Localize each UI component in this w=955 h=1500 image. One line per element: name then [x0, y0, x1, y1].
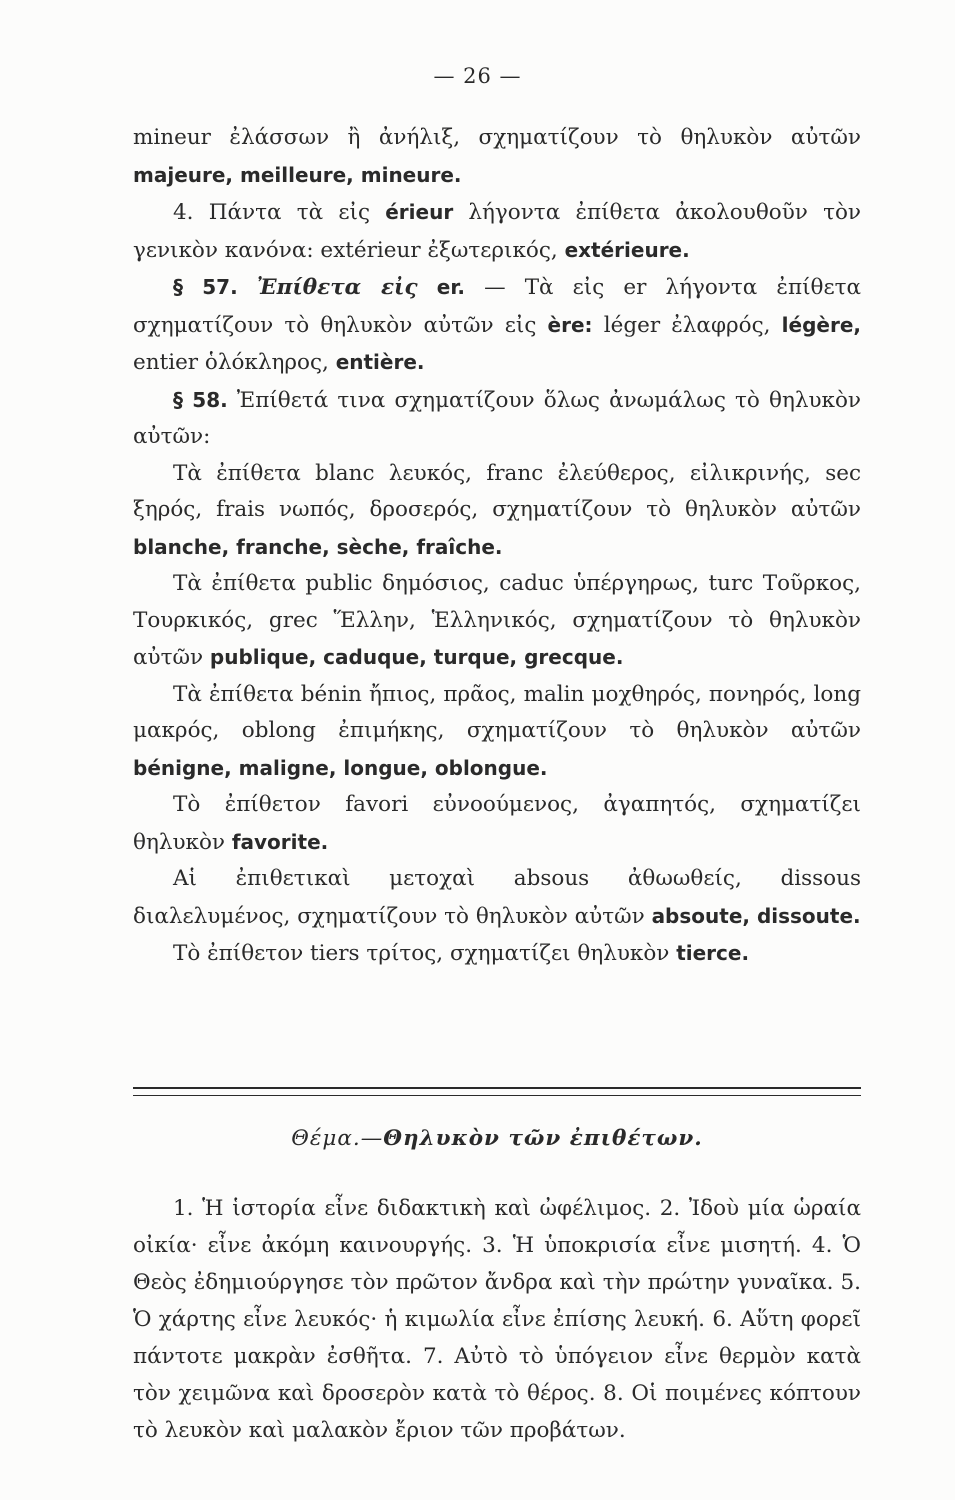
- bold-term: bénigne, maligne, longue, oblongue.: [133, 755, 548, 780]
- text-run: Ἐπίθετά τινα σχηματίζουν ὅλως ἀνωμάλως τὸ θηλυκὸν αὐτῶν:: [133, 387, 861, 449]
- bold-term: majeure, meilleure, mineure.: [133, 162, 462, 187]
- exercise-text: 1. Ἡ ἱστορία εἶνε διδακτικὴ καὶ ὠφέλιμος. 2. Ἰδοὺ μία ὡραία οἰκία· εἶνε ἀκόμη καινουργής. 3. Ἡ ὑποκρισία εἶνε μισητή. 4. Ὁ Θεὸς ἐδημιούργησε τὸν πρῶτον ἄνδρα καὶ τὴν πρώτην γυναῖκα. 5. Ὁ χάρτης εἶνε λευκός· ἡ κιμωλία εἶνε ἐπίσης λευκή. 6. Αὕτη φορεῖ πάντοτε μακρὰν ἐσθῆτα. 7. Αὐτὸ τὸ ὑπόγειον εἶνε θερμὸν κατὰ τὸν χειμῶνα καὶ δροσερὸν κατὰ τὸ θέρος. 8. Οἱ ποιμένες κόπτουν τὸ λευκὸν καὶ μαλακὸν ἔριον τῶν προβάτων.: [133, 1195, 861, 1443]
- text-run: Τὸ ἐπίθετον favori εὐνοούμενος, ἀγαπητός, σχηματίζει θηλυκὸν: [133, 792, 861, 855]
- bold-term: publique, caduque, turque, grecque.: [209, 645, 624, 669]
- bold-term: Ἐπίθετα εἰς: [256, 275, 418, 300]
- text-run: Τὰ ἐπίθετα blanc λευκός, franc ἐλεύθερος, εἰλικρινής, sec ξηρός, frais νωπός, δροσερός, σχηματίζουν τὸ θηλυκὸν αὐτῶν: [133, 460, 861, 522]
- grammar-text: [133, 120, 861, 973]
- text-run: Τὸ ἐπίθετον tiers τρίτος, σχηματίζει θηλυκὸν: [173, 941, 677, 966]
- bold-term: tierce.: [676, 941, 750, 965]
- paragraph-p8: [133, 787, 861, 861]
- bold-term: extérieure.: [564, 237, 690, 262]
- paragraph-p4: [133, 382, 861, 456]
- paragraph-p1: [133, 120, 861, 194]
- page-number: — 26 —: [433, 64, 522, 88]
- text-run: léger ἐλαφρός,: [592, 312, 782, 338]
- bold-term: érieur: [385, 200, 454, 224]
- paragraph-p2: [133, 194, 861, 269]
- bold-term: entière.: [335, 350, 425, 374]
- bold-term: § 58.: [173, 387, 228, 412]
- exercise-heading-main: Θηλυκὸν τῶν ἐπιθέτων.: [383, 1126, 703, 1151]
- divider-line-thick: [133, 1087, 861, 1089]
- bold-term: absoute, dissoute.: [651, 903, 861, 928]
- text-run: 4. Πάντα τὰ εἰς: [173, 200, 386, 225]
- paragraph-p9: [133, 861, 861, 935]
- exercise-heading-prefix: Θέμα.: [291, 1126, 361, 1151]
- text-run: λήγοντα ἐπίθετα ἀκολουθοῦν τὸν γενικὸν κανόνα: extérieur ἐξωτερικός,: [133, 200, 861, 263]
- bold-term: blanche, franche, sèche, fraîche.: [133, 534, 503, 559]
- paragraph-p10: [133, 935, 861, 973]
- paragraph-p7: [133, 677, 861, 788]
- text-run: Τὰ ἐπίθετα bénin ἤπιος, πρᾶος, malin μοχθηρός, πονηρός, long μακρός, oblong ἐπιμήκης, σχηματίζουν τὸ θηλυκὸν αὐτῶν: [133, 681, 861, 743]
- bold-term: er.: [417, 275, 465, 299]
- text-run: — Τὰ εἰς er λήγοντα ἐπίθετα σχηματίζουν τὸ θηλυκὸν αὐτῶν εἰς: [133, 275, 861, 338]
- paragraph-p3: [133, 269, 861, 382]
- bold-term: ère:: [547, 312, 593, 337]
- divider-line-thin: [133, 1095, 861, 1096]
- exercise-heading: [133, 1126, 861, 1151]
- exercise-heading-dash: —: [360, 1126, 384, 1151]
- paragraph-p5: [133, 456, 861, 567]
- paragraph-p6: [133, 566, 861, 677]
- text-run: mineur ἐλάσσων ἢ ἀνήλιξ, σχηματίζουν τὸ θηλυκὸν αὐτῶν: [133, 125, 861, 150]
- bold-term: légère,: [781, 312, 861, 337]
- bold-term: favorite.: [231, 829, 329, 854]
- text-run: Τὰ ἐπίθετα public δημόσιος, caduc ὑπέργηρως, turc Τοῦρκος, Τουρκικός, grec Ἕλλην, Ἑλληνικός, σχηματίζουν τὸ θηλυκὸν αὐτῶν: [133, 571, 861, 670]
- bold-term: § 57.: [173, 275, 257, 299]
- text-run: entier ὁλόκληρος,: [133, 350, 336, 375]
- section-divider: [133, 1087, 861, 1102]
- text-run: Αἱ ἐπιθετικαὶ μετοχαὶ absous ἀθωωθείς, dissous διαλελυμένος, σχηματίζουν τὸ θηλυκὸν αὐτῶν: [133, 866, 861, 929]
